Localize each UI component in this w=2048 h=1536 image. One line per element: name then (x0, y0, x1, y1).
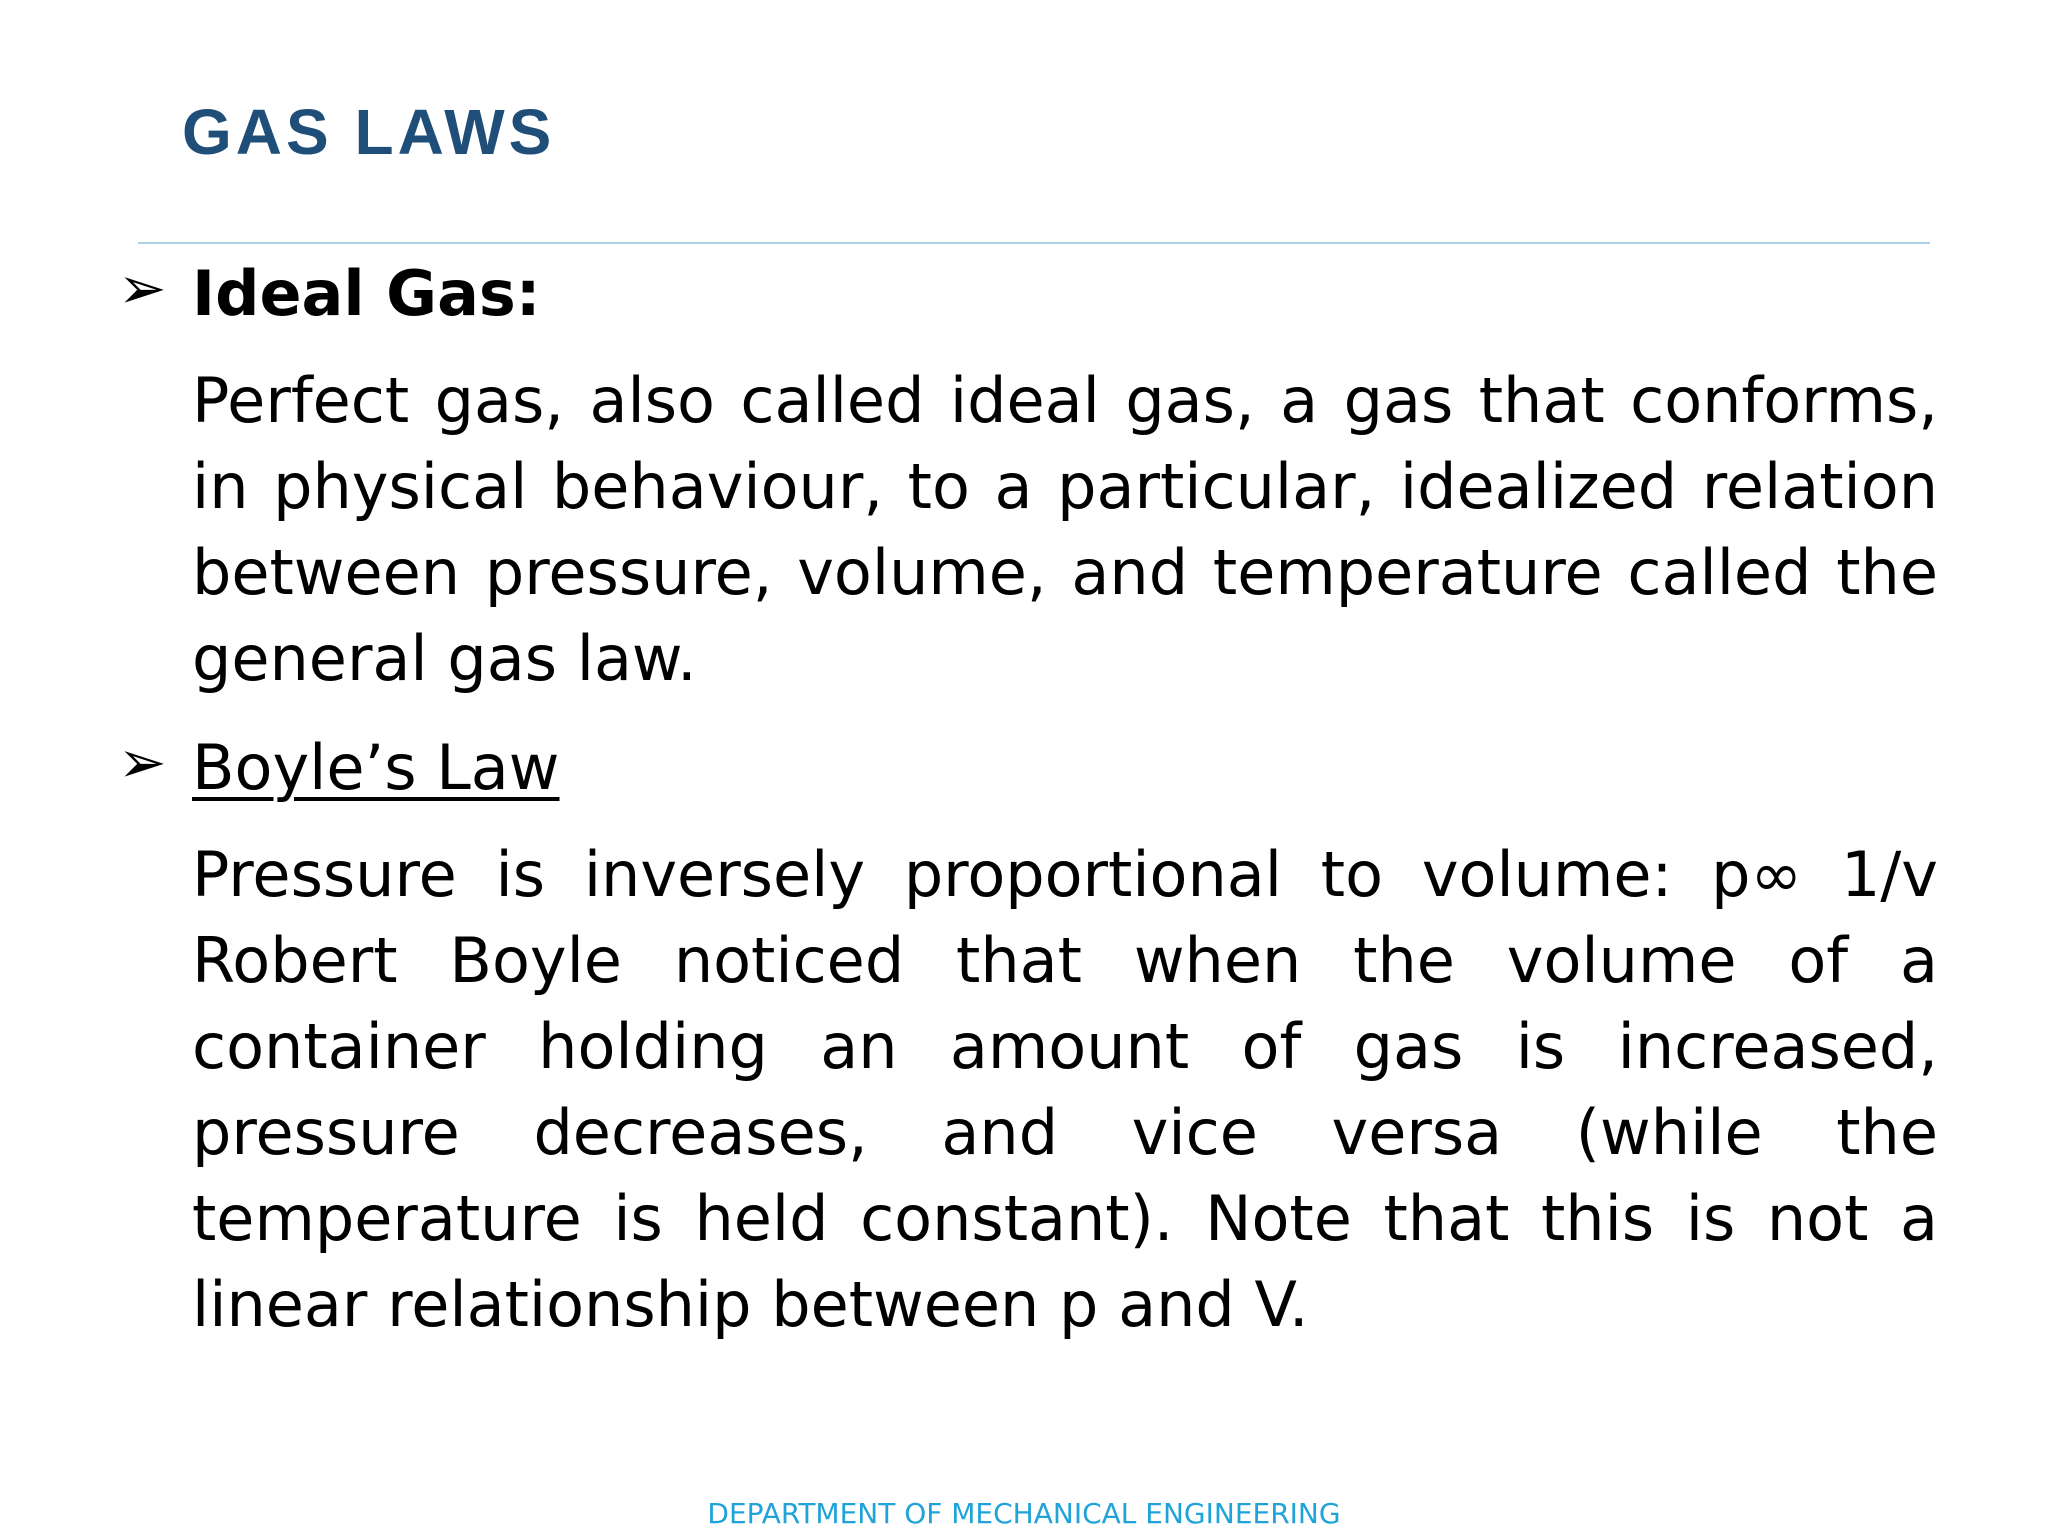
footer-department: DEPARTMENT OF MECHANICAL ENGINEERING (707, 1497, 1341, 1530)
bullet-ideal-gas (118, 252, 1948, 336)
slide-title: GAS LAWS (182, 96, 556, 168)
bullet-boyles-law (118, 726, 1948, 810)
title-divider (138, 242, 1930, 244)
section-body-boyles-law: Pressure is inversely proportional to volume: p∞ 1/v Robert Boyle noticed that when the volume of a container holding an amount of gas is increased, pressure decreases, and vice versa (while the temperature is held constant). Note that this is not a linear relationship between p and V. (192, 838, 1938, 1341)
arrowhead-bullet-icon: ➢ (118, 728, 167, 796)
arrowhead-bullet-icon: ➢ (118, 254, 167, 322)
section-heading-boyles-law: Boyle’s Law (192, 731, 560, 804)
section-heading-ideal-gas: Ideal Gas: (192, 257, 541, 330)
section-body-ideal-gas: Perfect gas, also called ideal gas, a gas that conforms, in physical behaviour, to a particular, idealized relation between pressure, volume, and temperature called the general gas law. (192, 364, 1938, 695)
